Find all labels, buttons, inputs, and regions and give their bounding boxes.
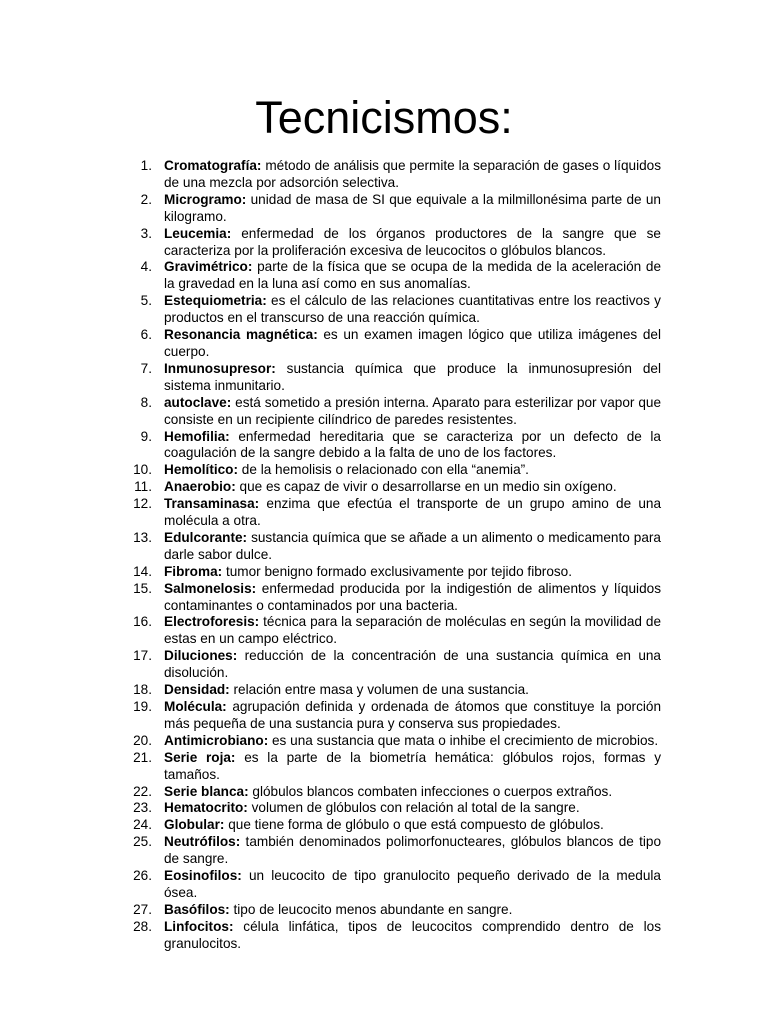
term-definition: es el cálculo de las relaciones cuantitativas entre los reactivos y productos en el transcurso de una reacción química.: [164, 293, 661, 326]
list-item: [113, 192, 661, 226]
term-definition: enfermedad hereditaria que se caracteriza por un defecto de la coagulación de la sangre debido a la falta de uno de los factores.: [164, 428, 661, 461]
list-item: [113, 733, 661, 750]
list-item-indent: [152, 902, 164, 919]
list-item-indent: [152, 682, 164, 699]
list-item-indent: [152, 614, 164, 648]
list-item-number: 9.: [140, 428, 152, 444]
list-item-indent: [152, 479, 164, 496]
list-item-number: 19.: [133, 699, 152, 714]
list-item: [113, 800, 661, 817]
list-item-text: [164, 733, 661, 750]
list-item: [113, 919, 661, 953]
list-item-text: [164, 919, 661, 953]
list-item: [113, 564, 661, 581]
list-item-indent: [152, 750, 164, 784]
list-item-number: 1.: [140, 158, 152, 173]
list-item-text: [164, 699, 661, 733]
term-definition: está sometido a presión interna. Aparato para esterilizar por vapor que consiste en un recipiente cilíndrico de paredes resistentes.: [164, 394, 662, 427]
list-item-indent: [152, 462, 164, 479]
term-definition: de la hemolisis o relacionado con ella “anemia”.: [241, 462, 529, 478]
list-item-number: 4.: [140, 259, 152, 275]
term-name: Resonancia magnética:: [164, 327, 318, 343]
term-definition: es la parte de la biometría hemática: glóbulos rojos, formas y tamaños.: [164, 749, 661, 782]
term-name: Cromatografía:: [164, 158, 262, 173]
list-item-indent: [152, 259, 164, 293]
list-item: [113, 834, 661, 868]
term-definition: método de análisis que permite la separación de gases o líquidos de una mezcla por adsorción selectiva.: [164, 158, 662, 190]
list-item: [113, 614, 661, 648]
list-item-text: [164, 682, 661, 699]
list-item-indent: [152, 361, 164, 395]
list-item-number: 27.: [133, 901, 152, 917]
term-definition: enfermedad de los órganos productores de la sangre que se caracteriza por la proliferación excesiva de leucocitos o glóbulos blancos.: [164, 225, 661, 258]
list-item-text: [164, 868, 661, 902]
list-item-text: [164, 750, 661, 784]
list-item-text: [164, 614, 661, 648]
list-item: [113, 868, 661, 902]
list-item-text: [164, 784, 661, 801]
list-item-number: 26.: [133, 868, 152, 884]
list-item-text: [164, 581, 661, 615]
list-item-indent: [152, 784, 164, 801]
list-item-indent: [152, 564, 164, 581]
term-definition: tumor benigno formado exclusivamente por tejido fibroso.: [225, 563, 573, 579]
list-item-text: [164, 902, 661, 919]
term-definition: técnica para la separación de moléculas en según la movilidad de estas en un campo eléctrico.: [164, 614, 662, 647]
list-item: [113, 293, 661, 327]
term-name: Microgramo:: [164, 191, 247, 207]
term-name: Molécula:: [164, 699, 227, 714]
list-item-text: [164, 564, 661, 581]
list-item-indent: [152, 581, 164, 615]
list-item-number: 13.: [133, 529, 152, 545]
list-item: [113, 682, 661, 699]
list-item: [113, 327, 661, 361]
list-item-number: 16.: [133, 614, 152, 630]
term-name: Densidad:: [164, 682, 230, 698]
term-definition: que es capaz de vivir o desarrollarse en un medio sin oxígeno.: [239, 479, 617, 495]
term-name: Neutrófilos:: [164, 834, 241, 850]
term-definition: sustancia química que se añade a un alimento o medicamento para darle sabor dulce.: [164, 529, 661, 562]
list-item-text: [164, 226, 661, 260]
term-name: Leucemia:: [164, 225, 232, 241]
term-name: Edulcorante:: [164, 529, 248, 545]
term-name: Linfocitos:: [164, 918, 234, 934]
term-name: Hematocrito:: [164, 800, 248, 816]
term-definition: célula linfática, tipos de leucocitos comprendido dentro de los granulocitos.: [164, 918, 662, 951]
list-item-text: [164, 395, 661, 429]
list-item-number: 21.: [133, 749, 152, 765]
list-item-number: 3.: [140, 225, 152, 241]
term-definition: enfermedad producida por la indigestión de alimentos y líquidos contaminantes o contaminados por una bacteria.: [164, 580, 661, 613]
term-definition: tipo de leucocito menos abundante en sangre.: [233, 901, 513, 917]
list-item-indent: [152, 817, 164, 834]
list-item: [113, 699, 661, 733]
list-item-text: [164, 530, 661, 564]
term-name: Antimicrobiano:: [164, 732, 269, 748]
list-item-number: 23.: [133, 800, 152, 816]
term-definition: glóbulos blancos combaten infecciones o cuerpos extraños.: [252, 783, 613, 799]
list-item-text: [164, 648, 661, 682]
list-item: [113, 462, 661, 479]
list-item: [113, 750, 661, 784]
list-item: [113, 817, 661, 834]
term-name: Basófilos:: [164, 901, 230, 917]
list-item-indent: [152, 834, 164, 868]
list-item-indent: [152, 429, 164, 463]
term-definition: relación entre masa y volumen de una sustancia.: [233, 682, 529, 698]
list-item-indent: [152, 226, 164, 260]
term-name: Gravimétrico:: [164, 259, 253, 275]
list-item-text: [164, 496, 661, 530]
term-list: [113, 158, 661, 953]
list-item: [113, 395, 661, 429]
list-item-number: 5.: [140, 293, 152, 309]
term-definition: es un examen imagen lógico que utiliza imágenes del cuerpo.: [164, 327, 661, 359]
list-item-text: [164, 429, 661, 463]
list-item-text: [164, 293, 661, 327]
list-item-text: [164, 834, 661, 868]
list-item-number: 15.: [133, 580, 152, 596]
term-definition: es una sustancia que mata o inhibe el crecimiento de microbios.: [272, 732, 659, 748]
term-name: Salmonelosis:: [164, 580, 257, 596]
list-item: [113, 902, 661, 919]
list-item: [113, 226, 661, 260]
term-definition: volumen de glóbulos con relación al total de la sangre.: [251, 800, 580, 816]
term-definition: que tiene forma de glóbulo o que está compuesto de glóbulos.: [228, 817, 604, 833]
term-name: Transaminasa:: [164, 496, 260, 512]
list-item-text: [164, 479, 661, 496]
list-item-number: 25.: [133, 834, 152, 850]
term-name: Estequiometria:: [164, 293, 267, 309]
list-item-text: [164, 192, 661, 226]
list-item-number: 28.: [133, 918, 152, 934]
list-item-text: [164, 327, 661, 361]
list-item-indent: [152, 496, 164, 530]
list-item-indent: [152, 800, 164, 817]
term-definition: reducción de la concentración de una sustancia química en una disolución.: [164, 648, 661, 681]
list-item-number: 6.: [140, 327, 152, 343]
list-item: [113, 530, 661, 564]
page-title: Tecnicismos:: [255, 92, 513, 143]
list-item: [113, 496, 661, 530]
list-item-number: 10.: [133, 462, 152, 478]
list-item-number: 2.: [140, 191, 152, 207]
list-item-text: [164, 462, 661, 479]
list-item-text: [164, 817, 661, 834]
list-item-number: 12.: [133, 496, 152, 512]
list-item-number: 17.: [133, 648, 152, 664]
term-name: Anaerobio:: [164, 479, 236, 495]
list-item: [113, 784, 661, 801]
list-item-text: [164, 800, 661, 817]
list-item-number: 14.: [133, 563, 152, 579]
term-name: Serie blanca:: [164, 783, 249, 799]
list-item: [113, 581, 661, 615]
term-name: Eosinofilos:: [164, 868, 242, 884]
list-item-number: 20.: [133, 732, 152, 748]
list-item-text: [164, 259, 661, 293]
list-item: [113, 361, 661, 395]
list-item-indent: [152, 648, 164, 682]
list-item-indent: [152, 327, 164, 361]
list-item-indent: [152, 192, 164, 226]
term-definition: agrupación definida y ordenada de átomos que constituye la porción más pequeña de una sustancia pura y conserva sus propiedades.: [164, 699, 662, 731]
list-item-number: 24.: [133, 817, 152, 833]
list-item-indent: [152, 733, 164, 750]
term-definition: parte de la física que se ocupa de la medida de la aceleración de la gravedad en la luna así como en sus anomalías.: [164, 259, 662, 292]
term-definition: enzima que efectúa el transporte de un grupo amino de una molécula a otra.: [164, 496, 662, 529]
term-name: autoclave:: [164, 394, 232, 410]
list-item-number: 11.: [134, 479, 152, 495]
list-item-number: 22.: [133, 783, 152, 799]
term-name: Fibroma:: [164, 563, 223, 579]
term-name: Globular:: [164, 817, 225, 833]
list-item: [113, 479, 661, 496]
list-item: [113, 648, 661, 682]
term-name: Hemolítico:: [164, 462, 239, 478]
term-name: Hemofilia:: [164, 428, 230, 444]
list-item-number: 18.: [133, 682, 152, 698]
term-definition: sustancia química que produce la inmunosupresión del sistema inmunitario.: [164, 360, 661, 393]
term-definition: un leucocito de tipo granulocito pequeño derivado de la medula ósea.: [164, 868, 661, 900]
list-item: [113, 429, 661, 463]
list-item-indent: [152, 868, 164, 902]
list-item-indent: [152, 699, 164, 733]
term-name: Serie roja:: [164, 749, 236, 765]
term-definition: unidad de masa de SI que equivale a la milmillonésima parte de un kilogramo.: [164, 191, 661, 224]
list-item-indent: [152, 919, 164, 953]
list-item-number: 7.: [140, 360, 152, 376]
term-name: Diluciones:: [164, 648, 238, 664]
term-name: Inmunosupresor:: [164, 360, 276, 376]
list-item-text: [164, 158, 661, 192]
term-name: Electroforesis:: [164, 614, 260, 630]
term-definition: también denominados polimorfonucteares, glóbulos blancos de tipo de sangre.: [164, 834, 661, 867]
list-item-indent: [152, 158, 164, 192]
list-item-indent: [152, 530, 164, 564]
list-item-text: [164, 361, 661, 395]
list-item-indent: [152, 395, 164, 429]
list-item-indent: [152, 293, 164, 327]
list-item: [113, 259, 661, 293]
list-item-number: 8.: [140, 394, 152, 410]
list-item: [113, 158, 661, 192]
